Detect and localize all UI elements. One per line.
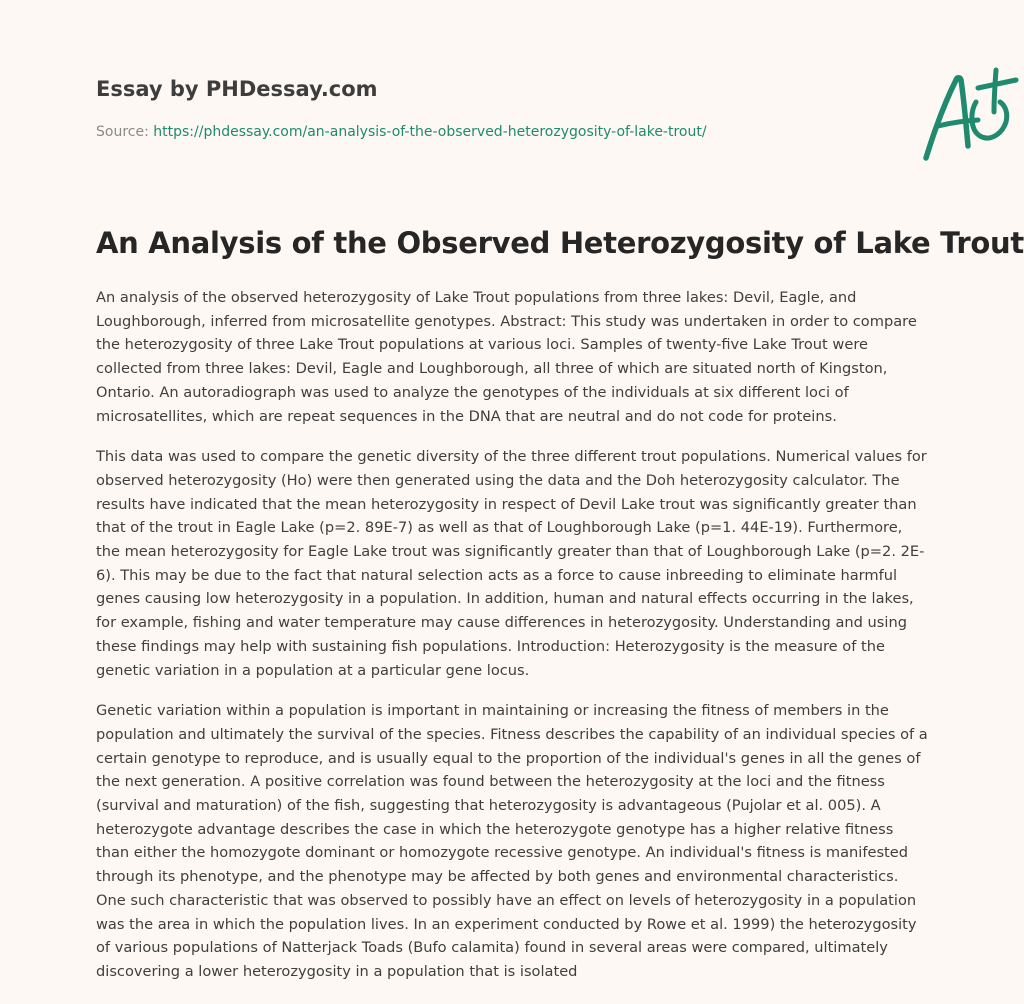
essay-body	[96, 286, 928, 1001]
paragraph-3: Genetic variation within a population is important in maintaining or increasing the fitness of members in the population and ultimately the survival of the species. Fitness describes the capability of an individual species of a certain genotype to reproduce, and is usually equal to the proportion of the individual's genes in all the genes of the next generation. A positive correlation was found between the heterozygosity at the loci and the fitness (survival and maturation) of the fish, suggesting that heterozygosity is advantageous (Pujolar et al. 005). A heterozygote advantage describes the case in which the heterozygote genotype has a higher relative fitness than either the homozygote dominant or homozygote recessive genotype. An individual's fitness is manifested through its phenotype, and the phenotype may be affected by both genes and environmental characteristics. One such characteristic that was observed to possibly have an effect on levels of heterozygosity in a population was the area in which the population lives. In an experiment conducted by Rowe et al. 1999) the heterozygosity of various populations of Natterjack Toads (Bufo calamita) found in several areas were compared, ultimately discovering a lower heterozygosity in a population that is isolated	[96, 702, 928, 980]
essay-title: An Analysis of the Observed Heterozygosity of Lake Trout	[96, 226, 1024, 260]
source-label: Source:	[96, 124, 149, 140]
paragraph-2: This data was used to compare the genetic diversity of the three different trout populations. Numerical values for observed heterozygosity (Ho) were then generated using the data and the Doh heterozygosity calculator. The results have indicated that the mean heterozygosity in respect of Devil Lake trout was significantly greater than that of the trout in Eagle Lake (p=2. 89E-7) as well as that of Loughborough Lake (p=1. 44E-19). Furthermore, the mean heterozygosity for Eagle Lake trout was significantly greater than that of Loughborough Lake (p=2. 2E-6). This may be due to the fact that natural selection acts as a force to cause inbreeding to eliminate harmful genes causing low heterozygosity in a population. In addition, human and natural effects occurring in the lakes, for example, fishing and water temperature may cause differences in heterozygosity. Understanding and using these findings may help with sustaining fish populations. Introduction: Heterozygosity is the measure of the genetic variation in a population at a particular gene locus.	[96, 448, 927, 679]
source-link[interactable]: https://phdessay.com/an-analysis-of-the-observed-heterozygosity-of-lake-trout/	[153, 124, 707, 140]
source-line	[96, 124, 707, 140]
site-brand: Essay by PHDessay.com	[96, 77, 378, 101]
a-plus-logo-icon	[920, 66, 1024, 164]
paragraph-1: An analysis of the observed heterozygosity of Lake Trout populations from three lakes: Devil, Eagle, and Loughborough, inferred from microsatellite genotypes. Abstract: This study was undertaken in order to compare the heterozygosity of three Lake Trout populations at various loci. Samples of twenty-five Lake Trout were collected from three lakes: Devil, Eagle and Loughborough, all three of which are situated north of Kingston, Ontario. An autoradiograph was used to analyze the genotypes of the individuals at six different loci of microsatellites, which are repeat sequences in the DNA that are neutral and do not code for proteins.	[96, 289, 917, 425]
